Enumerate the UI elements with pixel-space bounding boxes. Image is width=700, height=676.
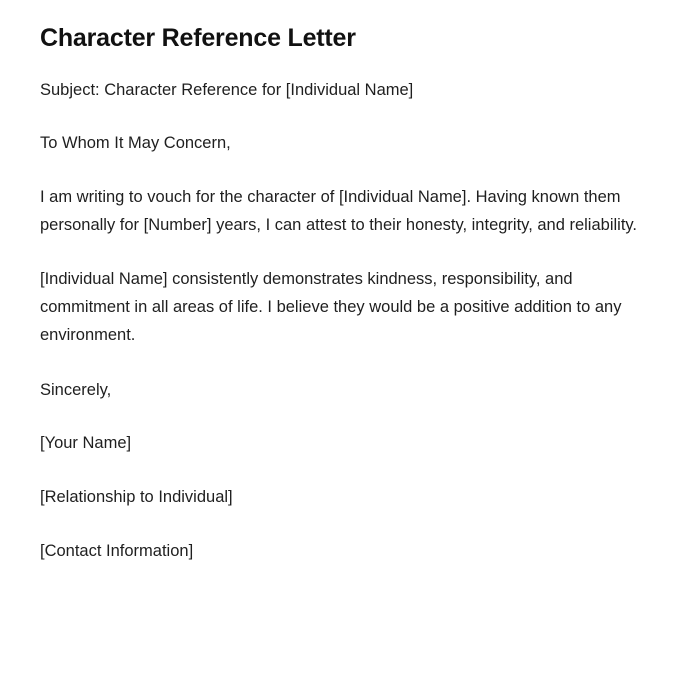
body-paragraph-2: [Individual Name] consistently demonstrates kindness, responsibility, and commitment in all areas of life. I believe they would be a positive addition to any environment. bbox=[40, 270, 622, 344]
subject-line: Subject: Character Reference for [Individual Name] bbox=[40, 80, 414, 99]
signature-name: [Your Name] bbox=[40, 434, 132, 453]
signature-contact: [Contact Information] bbox=[40, 541, 194, 560]
closing: Sincerely, bbox=[40, 380, 112, 399]
page-title: Character Reference Letter bbox=[40, 24, 356, 52]
body-paragraph-1: I am writing to vouch for the character of [Individual Name]. Having known them personally for [Number] years, I can attest to their honesty, integrity, and reliability. bbox=[40, 187, 638, 234]
salutation: To Whom It May Concern, bbox=[40, 134, 231, 153]
signature-relationship: [Relationship to Individual] bbox=[40, 487, 233, 506]
